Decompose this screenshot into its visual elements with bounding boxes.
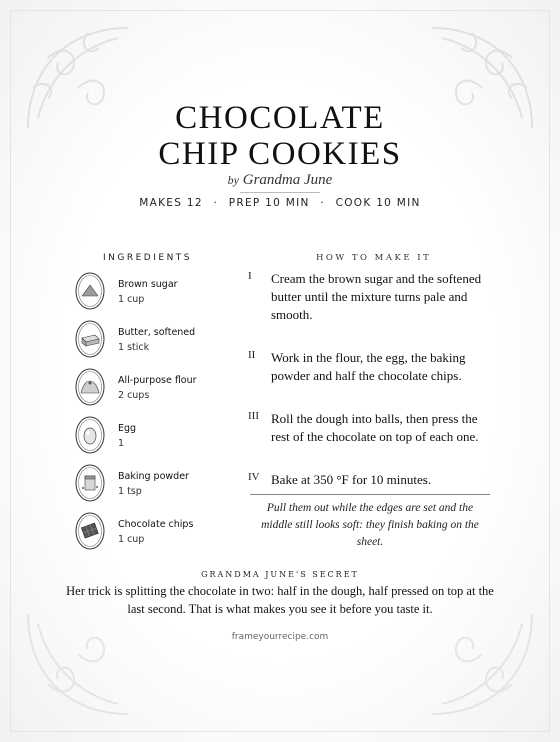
ingredient-item <box>75 368 235 412</box>
butter-icon <box>75 320 105 358</box>
ingredient-item <box>75 320 235 364</box>
ingredient-item <box>75 272 235 316</box>
ingredient-name: Brown sugar <box>118 279 178 290</box>
ingredient-name: All-purpose flour <box>118 375 197 386</box>
divider <box>240 192 320 193</box>
recipe-meta <box>0 197 560 209</box>
step-text: Roll the dough into balls, then press the rest of the chocolate on top of each one. <box>271 411 479 444</box>
ingredient-qty: 1 <box>118 438 125 449</box>
title-line-1: CHOCOLATE <box>175 100 385 136</box>
footer-url: frameyourrecipe.com <box>231 632 329 642</box>
baking-tip: Pull them out while the edges are set and the middle still looks soft: they finish baking on the sheet. <box>261 502 479 548</box>
flour-icon <box>75 368 105 406</box>
meta-prep: PREP 10 MIN <box>228 197 310 209</box>
ingredient-qty: 2 cups <box>118 390 150 401</box>
ingredient-item <box>75 464 235 508</box>
ingredient-name: Egg <box>118 423 137 434</box>
ingredient-qty: 1 cup <box>118 534 145 545</box>
meta-separator: · <box>320 197 325 209</box>
recipe-title <box>0 100 560 172</box>
step-number: II <box>248 349 256 361</box>
corner-ornament-icon <box>18 604 138 724</box>
corner-ornament-icon <box>422 604 542 724</box>
ingredient-qty: 1 cup <box>118 294 145 305</box>
ingredient-qty: 1 tsp <box>118 486 142 497</box>
ingredient-item <box>75 512 235 556</box>
byline-by: by <box>227 173 239 187</box>
baking-powder-icon <box>75 464 105 502</box>
egg-icon <box>75 416 105 454</box>
step-number: III <box>248 410 259 422</box>
meta-separator: · <box>213 197 219 209</box>
ingredient-qty: 1 stick <box>118 342 150 353</box>
secret-heading: GRANDMA JUNE'S SECRET <box>201 570 359 579</box>
sugar-icon <box>75 272 105 310</box>
meta-makes: MAKES 12 <box>139 197 203 209</box>
method-heading: HOW TO MAKE IT <box>316 253 432 263</box>
byline <box>0 172 560 189</box>
ingredient-name: Butter, softened <box>118 327 196 338</box>
step-text: Cream the brown sugar and the softened butter until the mixture turns pale and smooth. <box>271 271 482 322</box>
byline-author: Grandma June <box>242 172 333 188</box>
divider <box>250 494 490 495</box>
title-line-2: CHIP COOKIES <box>158 136 402 172</box>
chocolate-icon <box>75 512 105 550</box>
step-number: IV <box>248 471 260 483</box>
secret-text: Her trick is splitting the chocolate in two: half in the dough, half pressed on top at the last second. That is what makes you see it before you taste it. <box>66 584 494 616</box>
ingredient-name: Chocolate chips <box>118 519 194 530</box>
step-number: I <box>248 270 252 282</box>
ingredient-name: Baking powder <box>118 471 189 482</box>
ingredients-heading: INGREDIENTS <box>103 253 193 263</box>
step-text: Work in the flour, the egg, the baking powder and half the chocolate chips. <box>271 350 466 383</box>
step-text: Bake at 350 °F for 10 minutes. <box>271 472 432 487</box>
ingredient-item <box>75 416 235 460</box>
meta-cook: COOK 10 MIN <box>335 197 421 209</box>
